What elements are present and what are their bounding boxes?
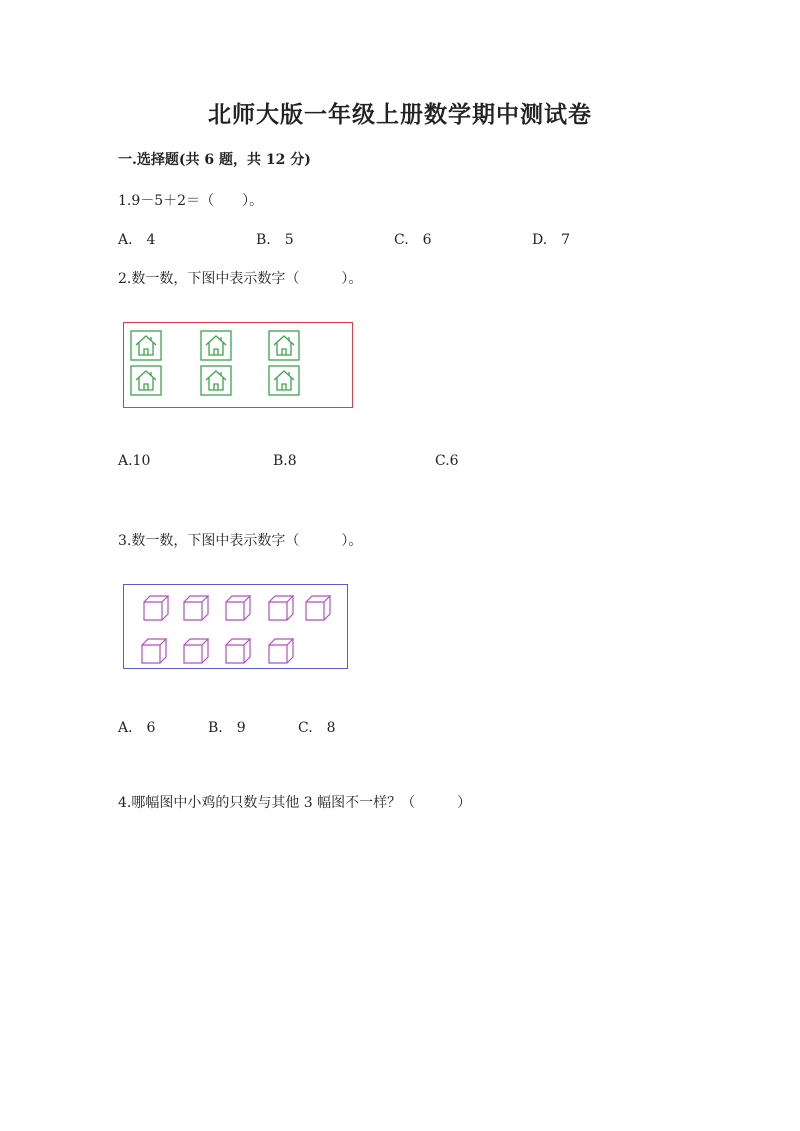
question-1-option-a: A. 4 [118, 232, 156, 248]
question-2-option-b: B.8 [273, 453, 297, 469]
house-icon [200, 330, 232, 361]
question-2-option-c: C.6 [435, 453, 459, 469]
section-heading: 一.选择题(共 6 题，共 12 分) [118, 152, 311, 168]
question-2-stem: 2.数一数，下图中表示数字（ ）。 [118, 271, 363, 287]
question-2-option-a: A.10 [118, 453, 151, 469]
house-icon [130, 365, 162, 396]
cube-icon [224, 594, 254, 622]
cube-icon [224, 637, 254, 665]
page-title: 北师大版一年级上册数学期中测试卷 [208, 101, 592, 128]
question-4-stem: 4.哪幅图中小鸡的只数与其他 3 幅图不一样？（ ） [118, 795, 472, 811]
house-icon [268, 330, 300, 361]
cube-icon [304, 594, 334, 622]
cube-icon [267, 637, 297, 665]
question-3-stem: 3.数一数，下图中表示数字（ ）。 [118, 533, 363, 549]
question-3-option-c: C. 8 [298, 720, 336, 736]
house-figure [123, 322, 353, 408]
question-1-stem: 1.9－5＋2＝（ ）。 [118, 193, 264, 209]
question-3-option-b: B. 9 [208, 720, 246, 736]
question-1-option-c: C. 6 [394, 232, 432, 248]
cube-icon [182, 637, 212, 665]
question-1-option-b: B. 5 [256, 232, 294, 248]
question-1-option-d: D. 7 [532, 232, 571, 248]
house-icon [130, 330, 162, 361]
house-icon [268, 365, 300, 396]
cube-figure [123, 584, 348, 669]
question-3-option-a: A. 6 [118, 720, 156, 736]
house-icon [200, 365, 232, 396]
cube-icon [140, 637, 170, 665]
cube-icon [142, 594, 172, 622]
cube-icon [182, 594, 212, 622]
cube-icon [267, 594, 297, 622]
